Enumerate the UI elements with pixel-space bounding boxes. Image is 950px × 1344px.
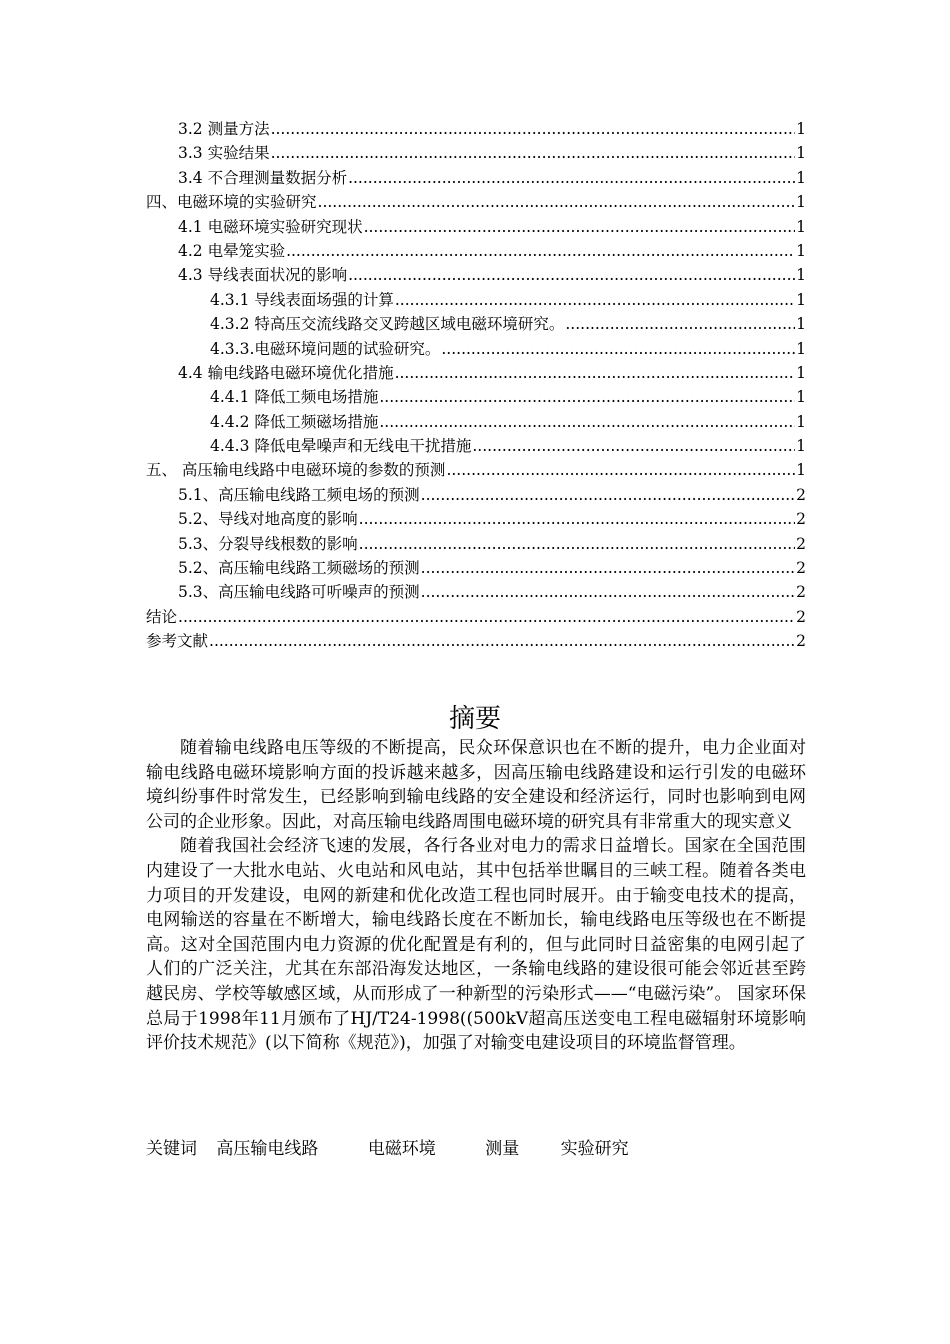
toc-entry-page-number: 2	[796, 534, 806, 553]
toc-dot-leader	[364, 218, 796, 236]
keyword-item: 测量	[485, 1139, 520, 1159]
toc-entry[interactable]	[146, 458, 806, 482]
toc-entry-page-number: 1	[796, 217, 806, 236]
toc-entry-page-number: 1	[796, 412, 806, 431]
toc-entry-page-number: 1	[796, 120, 806, 138]
toc-entry[interactable]	[146, 263, 806, 287]
toc-entry-label: 3.2 测量方法	[178, 120, 270, 138]
toc-entry-page-number: 1	[796, 461, 806, 480]
toc-entry[interactable]	[146, 117, 806, 141]
toc-dot-leader	[209, 632, 795, 650]
toc-entry-label: 4.3.3.电磁环境问题的试验研究。	[210, 339, 441, 358]
toc-entry-label: 5.2、导线对地高度的影响	[178, 510, 358, 529]
toc-entry[interactable]	[146, 580, 806, 604]
toc-entry[interactable]	[146, 605, 806, 629]
toc-entry-label: 4.1 电磁环境实验研究现状	[178, 217, 363, 236]
toc-dot-leader	[379, 413, 795, 431]
toc-dot-leader	[178, 608, 795, 626]
toc-entry-page-number: 2	[796, 510, 806, 529]
toc-entry-page-number: 2	[796, 632, 806, 651]
toc-entry[interactable]	[146, 556, 806, 580]
keywords-label: 关键词	[146, 1139, 197, 1159]
keywords-line	[146, 1137, 673, 1161]
toc-dot-leader	[318, 193, 796, 211]
toc-entry-label: 参考文献	[146, 632, 209, 651]
toc-entry[interactable]	[146, 629, 806, 653]
toc-entry[interactable]	[146, 483, 806, 507]
toc-entry-page-number: 1	[796, 290, 806, 309]
toc-entry-label: 4.2 电晕笼实验	[178, 241, 286, 260]
toc-dot-leader	[379, 388, 795, 406]
toc-dot-leader	[359, 510, 795, 528]
toc-entry[interactable]	[146, 507, 806, 531]
toc-entry[interactable]	[146, 434, 806, 458]
toc-entry-label: 5.1、高压输电线路工频电场的预测	[178, 485, 420, 504]
toc-entry-label: 结论	[146, 607, 178, 626]
toc-entry-label: 4.3.2 特高压交流线路交叉跨越区域电磁环境研究。	[210, 315, 565, 334]
toc-entry-page-number: 2	[796, 607, 806, 626]
toc-dot-leader	[271, 144, 796, 162]
toc-entry-label: 4.4 输电线路电磁环境优化措施	[178, 363, 394, 382]
toc-entry-label: 4.3.1 导线表面场强的计算	[210, 290, 394, 309]
abstract-paragraph-2: 随着我国社会经济飞速的发展，各行各业对电力的需求日益增长。国家在全国范围内建设了一大批水电站、火电站和风电站，其中包括举世瞩目的三峡工程。随着各类电力项目的开发建设，电网的新建和优化改造工程也同时展开。由于输变电技术的提高，电网输送的容量在不断增大，输电线路长度在不断加长，输电线路电压等级也在不断提高。这对全国范围内电力资源的优化配置是有利的，但与此同时日益密集的电网引起了人们的广泛关注，尤其在东部沿海发达地区，一条输电线路的建设很可能会邻近甚至跨越民房、学校等敏感区域，从而形成了一种新型的污染形式——“电磁污染”。 国家环保总局于1998年11月颁布了HJ/T24-1998((500kV超高压送变电工程电磁辐射环境影响评价技术规范》(以下简称《规范》)，加强了对输变电建设项目的环境监督管理。	[146, 836, 806, 1054]
toc-entry-page-number: 2	[796, 559, 806, 578]
toc-entry-page-number: 1	[796, 339, 806, 358]
toc-entry-label: 4.4.3 降低电晕噪声和无线电干扰措施	[210, 437, 472, 456]
toc-dot-leader	[421, 486, 795, 504]
toc-entry-label: 5.2、高压输电线路工频磁场的预测	[178, 559, 420, 578]
toc-entry[interactable]	[146, 312, 806, 336]
toc-entry-page-number: 1	[796, 315, 806, 334]
toc-entry[interactable]	[146, 190, 806, 214]
toc-entry-page-number: 1	[796, 266, 806, 285]
toc-dot-leader	[472, 437, 795, 455]
toc-dot-leader	[446, 461, 795, 479]
abstract-paragraph-1: 随着输电线路电压等级的不断提高，民众环保意识也在不断的提升，电力企业面对输电线路电磁环境影响方面的投诉越来越多，因高压输电线路建设和运行引发的电磁环境纠纷事件时常发生，已经影响到输电线路的安全建设和经济运行，同时也影响到电网公司的企业形象。因此，对高压输电线路周围电磁环境的研究具有非常重大的现实意义	[146, 738, 806, 832]
toc-entry[interactable]	[146, 532, 806, 556]
toc-entry-page-number: 1	[796, 363, 806, 382]
toc-dot-leader	[286, 242, 795, 260]
toc-entry-label: 5.3、分裂导线根数的影响	[178, 534, 358, 553]
toc-dot-leader	[565, 315, 795, 333]
toc-entry-page-number: 1	[796, 168, 806, 187]
toc-entry-label: 3.4 不合理测量数据分析	[178, 168, 348, 187]
toc-entry-label: 五、 高压输电线路中电磁环境的参数的预测	[146, 461, 446, 480]
toc-entry-label: 4.4.1 降低工频电场措施	[210, 388, 379, 407]
toc-entry-page-number: 1	[796, 437, 806, 456]
toc-entry[interactable]	[146, 141, 806, 165]
toc-dot-leader	[421, 559, 795, 577]
toc-dot-leader	[348, 169, 795, 187]
toc-entry[interactable]	[146, 385, 806, 409]
toc-dot-leader	[271, 120, 796, 138]
toc-entry-label: 四、电磁环境的实验研究	[146, 193, 317, 212]
toc-entry[interactable]	[146, 166, 806, 190]
toc-entry[interactable]	[146, 239, 806, 263]
toc-entry[interactable]	[146, 361, 806, 385]
toc-entry-label: 4.3 导线表面状况的影响	[178, 266, 348, 285]
toc-entry[interactable]	[146, 337, 806, 361]
toc-entry-page-number: 1	[796, 388, 806, 407]
toc-entry-label: 4.4.2 降低工频磁场措施	[210, 412, 379, 431]
toc-entry-label: 3.3 实验结果	[178, 144, 270, 163]
toc-entry-page-number: 1	[796, 144, 806, 163]
toc-entry[interactable]	[146, 410, 806, 434]
toc-dot-leader	[395, 364, 796, 382]
toc-dot-leader	[395, 291, 795, 309]
toc-dot-leader	[348, 266, 795, 284]
toc-entry-page-number: 2	[796, 485, 806, 504]
keyword-item: 高压输电线路	[216, 1139, 319, 1159]
abstract-body	[146, 736, 806, 1056]
abstract-title: 摘要	[448, 704, 501, 734]
toc-dot-leader	[359, 535, 795, 553]
toc-dot-leader	[421, 583, 795, 601]
toc-entry-page-number: 1	[796, 241, 806, 260]
toc-entry-label: 5.3、高压输电线路可听噪声的预测	[178, 583, 420, 602]
toc-dot-leader	[441, 340, 795, 358]
toc-entry-page-number: 2	[796, 583, 806, 602]
toc-entry-page-number: 1	[796, 193, 806, 212]
table-of-contents	[146, 117, 806, 654]
keyword-item: 电磁环境	[367, 1139, 436, 1159]
toc-entry[interactable]	[146, 288, 806, 312]
keyword-item: 实验研究	[560, 1139, 629, 1159]
toc-entry[interactable]	[146, 215, 806, 239]
